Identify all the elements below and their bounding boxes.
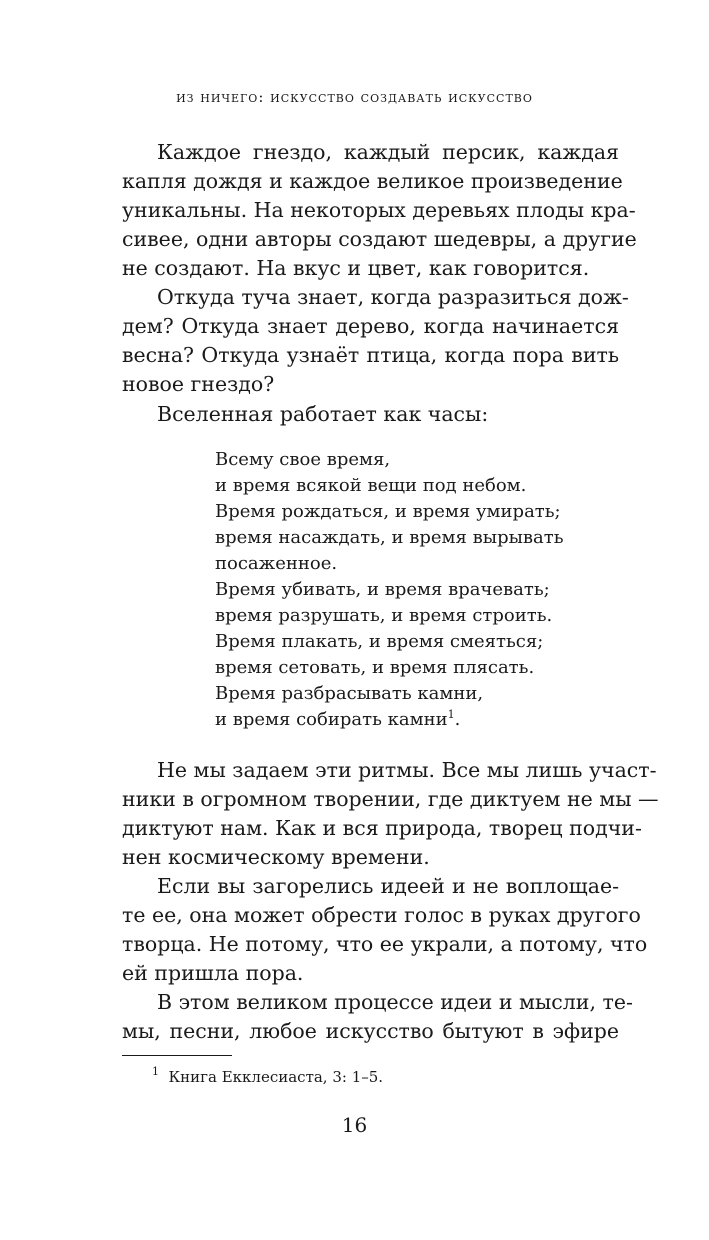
paragraph-2-line-2: дем? Откуда знает дерево, когда начинается — [122, 314, 619, 338]
quote-line-2: и время всякой вещи под небом. — [215, 475, 527, 496]
quote-end-punct: . — [454, 709, 461, 730]
quote-line-9: время сетовать, и время плясать. — [215, 657, 535, 678]
footnote-divider — [122, 1055, 232, 1056]
footnote-text: Книга Екклесиаста, 3: 1–5. — [168, 1068, 384, 1086]
page-number: 16 — [341, 1113, 368, 1137]
paragraph-1-line-4: сивее, одни авторы создают шедевры, а другие — [122, 227, 637, 251]
paragraph-1-line-5: не создают. На вкус и цвет, как говорится. — [122, 256, 590, 280]
quote-line-8: Время плакать, и время смеяться; — [215, 631, 544, 652]
quote-line-10: Время разбрасывать камни, — [215, 683, 484, 704]
paragraph-5-line-4: ей пришла пора. — [122, 961, 304, 985]
quote-line-3: Время рождаться, и время умирать; — [215, 501, 561, 522]
paragraph-6-line-1: В этом великом процессе идеи и мысли, те- — [157, 990, 633, 1014]
quote-line-11-text: и время собирать камни — [215, 709, 448, 730]
paragraph-1-line-3: уникальны. На некоторых деревьях плоды кра- — [122, 198, 636, 222]
paragraph-6-line-2: мы, песни, любое искусство бытуют в эфире — [122, 1019, 619, 1043]
quote-line-1: Всему свое время, — [215, 449, 391, 470]
paragraph-4-line-4: нен космическому времени. — [122, 845, 430, 869]
paragraph-2-line-3: весна? Откуда узнаёт птица, когда пора вить — [122, 343, 619, 367]
footnote — [152, 1067, 383, 1087]
running-title: из ничего: искусство создавать искусство — [176, 88, 533, 106]
footnote-mark: 1 — [152, 1065, 159, 1078]
paragraph-2-line-4: новое гнездо? — [122, 372, 275, 396]
paragraph-2-line-1: Откуда туча знает, когда разразиться дож- — [157, 285, 629, 309]
quote-line-11 — [215, 707, 460, 733]
paragraph-4-line-2: ники в огромном творении, где диктуем не мы — — [122, 787, 659, 811]
quote-line-4: время насаждать, и время вырывать — [215, 527, 564, 548]
paragraph-5-line-1: Если вы загорелись идеей и не воплощае- — [157, 874, 619, 898]
quote-line-5: посаженное. — [215, 553, 338, 574]
paragraph-4-line-3: диктуют нам. Как и вся природа, творец подчи- — [122, 816, 642, 840]
footnote-reference: 1 — [447, 708, 455, 721]
paragraph-1-line-1: Каждое гнездо, каждый персик, каждая — [157, 140, 619, 164]
quote-line-7: время разрушать, и время строить. — [215, 605, 553, 626]
paragraph-5-line-3: творца. Не потому, что ее украли, а потому, что — [122, 932, 648, 956]
paragraph-3-line-1: Вселенная работает как часы: — [157, 402, 489, 426]
paragraph-4-line-1: Не мы задаем эти ритмы. Все мы лишь участ- — [157, 758, 657, 782]
quote-line-6: Время убивать, и время врачевать; — [215, 579, 550, 600]
paragraph-5-line-2: те ее, она может обрести голос в руках другого — [122, 903, 641, 927]
paragraph-1-line-2: капля дождя и каждое великое произведение — [122, 169, 623, 193]
